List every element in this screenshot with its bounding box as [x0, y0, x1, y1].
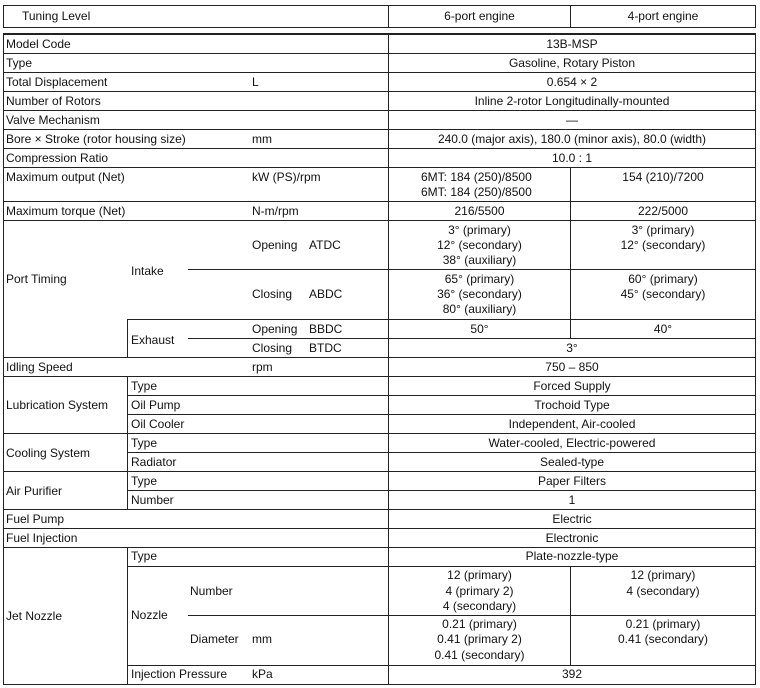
exhaust-btdc-label: BTDC — [309, 341, 342, 355]
max-output-unit: kW (PS)/rpm — [252, 170, 321, 184]
rule — [3, 376, 756, 377]
nozzle-diameter-label: Diameter — [190, 632, 239, 646]
valve-label: Valve Mechanism — [6, 113, 100, 127]
fuel-pump-value: Electric — [552, 512, 592, 526]
max-output-six-1: 6MT: 184 (250)/8500 — [421, 170, 532, 184]
rule — [3, 72, 756, 73]
rule — [3, 27, 756, 28]
air-number-value: 1 — [568, 493, 576, 507]
nozzle-diameter-four-2: 0.41 (secondary) — [617, 632, 709, 646]
rule — [3, 471, 756, 472]
intake-opening-label: Opening — [252, 238, 298, 252]
rule — [3, 220, 756, 221]
type-value: Gasoline, Rotary Piston — [508, 56, 636, 70]
rule — [127, 414, 756, 415]
displacement-unit: L — [252, 75, 259, 89]
nozzle-number-six-1: 12 (primary) — [447, 568, 512, 582]
fuel-injection-value: Electronic — [545, 531, 599, 545]
rule — [3, 110, 756, 111]
rule — [3, 357, 756, 358]
rule — [3, 33, 4, 685]
jet-type-value: Plate-nozzle-type — [525, 549, 619, 563]
cooling-type-label: Type — [131, 436, 158, 450]
compression-value: 10.0 : 1 — [551, 151, 593, 165]
fuel-pump-label: Fuel Pump — [6, 512, 65, 526]
max-torque-unit: N-m/rpm — [252, 204, 299, 218]
oil-pump-label: Oil Pump — [131, 398, 181, 412]
nozzle-diameter-six-2: 0.41 (primary 2) — [437, 632, 522, 646]
rule — [3, 5, 756, 6]
rule — [127, 665, 756, 666]
idling-unit: rpm — [252, 360, 273, 374]
intake-close-six-3: 80° (auxiliary) — [442, 302, 517, 316]
port-timing-label: Port Timing — [6, 272, 67, 286]
jet-type-label: Type — [131, 549, 158, 563]
max-torque-label: Maximum torque (Net) — [6, 204, 126, 218]
oil-cooler-value: Independent, Air-cooled — [508, 417, 636, 431]
exhaust-closing-label: Closing — [252, 341, 293, 355]
air-number-label: Number — [131, 493, 174, 507]
air-purifier-label: Air Purifier — [6, 484, 63, 498]
cooling-label: Cooling System — [6, 446, 91, 460]
lubrication-type-value: Forced Supply — [533, 379, 611, 393]
lubrication-type-label: Type — [131, 379, 158, 393]
nozzle-number-four-1: 12 (primary) — [630, 568, 696, 582]
rule — [3, 129, 756, 130]
intake-closing-label: Closing — [252, 287, 293, 301]
nozzle-label: Nozzle — [131, 608, 168, 622]
intake-open-four-2: 12° (secondary) — [620, 238, 706, 252]
rule — [3, 167, 756, 168]
bore-label: Bore × Stroke (rotor housing size) — [6, 132, 186, 146]
rule — [3, 547, 756, 548]
header-six-port: 6-port engine — [444, 9, 515, 23]
intake-close-six-1: 65° (primary) — [444, 272, 515, 286]
max-output-four: 154 (210)/7200 — [622, 170, 704, 184]
rule — [3, 201, 756, 202]
jet-nozzle-label: Jet Nozzle — [6, 609, 63, 623]
intake-abdc-label: ABDC — [309, 287, 343, 301]
radiator-value: Sealed-type — [539, 455, 605, 469]
rule — [3, 148, 756, 149]
oil-pump-value: Trochoid Type — [534, 398, 610, 412]
oil-cooler-label: Oil Cooler — [131, 417, 185, 431]
displacement-label: Total Displacement — [6, 75, 108, 89]
rule — [755, 5, 756, 28]
injection-pressure-label: Injection Pressure — [131, 667, 228, 681]
intake-atdc-label: ATDC — [309, 238, 341, 252]
fuel-injection-label: Fuel Injection — [6, 531, 78, 545]
max-output-label: Maximum output (Net) — [6, 170, 125, 184]
exhaust-opening-label: Opening — [252, 322, 298, 336]
nozzle-diameter-unit: mm — [252, 632, 272, 646]
displacement-value: 0.654 × 2 — [546, 75, 598, 89]
rule — [127, 319, 756, 320]
intake-open-four-1: 3° (primary) — [631, 223, 695, 237]
max-torque-four: 222/5000 — [637, 204, 689, 218]
rule — [127, 395, 756, 396]
rule — [3, 5, 4, 28]
compression-label: Compression Ratio — [6, 151, 109, 165]
air-type-value: Paper Filters — [537, 474, 607, 488]
rule — [3, 528, 756, 529]
rotors-label: Number of Rotors — [6, 94, 101, 108]
air-type-label: Type — [131, 474, 158, 488]
max-torque-six: 216/5500 — [454, 204, 505, 218]
rule — [188, 269, 389, 270]
rule — [127, 319, 128, 358]
intake-open-six-2: 12° (secondary) — [437, 238, 522, 252]
exhaust-label: Exhaust — [131, 333, 175, 347]
rule — [3, 53, 756, 54]
exhaust-open-six: 50° — [470, 322, 489, 336]
rule — [127, 452, 756, 453]
header-four-port: 4-port engine — [627, 9, 699, 23]
nozzle-diameter-six-1: 0.21 (primary) — [442, 617, 517, 631]
exhaust-close-value: 3° — [566, 341, 578, 355]
header-tuning-level: Tuning Level — [22, 9, 91, 23]
rule — [188, 615, 756, 616]
exhaust-bbdc-label: BBDC — [309, 322, 343, 336]
nozzle-number-six-2: 4 (primary 2) — [445, 584, 514, 598]
intake-close-six-2: 36° (secondary) — [437, 287, 522, 301]
rotors-value: Inline 2-rotor Longitudinally-mounted — [474, 94, 670, 108]
model-code-value: 13B-MSP — [546, 37, 598, 51]
rule — [188, 338, 756, 339]
nozzle-number-six-3: 4 (secondary) — [442, 599, 517, 613]
exhaust-open-four: 40° — [653, 322, 673, 336]
bore-unit: mm — [252, 132, 272, 146]
idling-value: 750 – 850 — [545, 360, 599, 374]
nozzle-number-label: Number — [190, 584, 233, 598]
nozzle-diameter-six-3: 0.41 (secondary) — [434, 648, 525, 662]
injection-pressure-unit: kPa — [252, 667, 273, 681]
max-output-six-2: 6MT: 184 (250)/8500 — [421, 185, 532, 199]
lubrication-label: Lubrication System — [6, 398, 109, 412]
rule — [127, 566, 756, 567]
rule — [3, 433, 756, 434]
nozzle-diameter-four-1: 0.21 (primary) — [625, 617, 701, 631]
model-code-label: Model Code — [6, 37, 71, 51]
intake-open-six-3: 38° (auxiliary) — [442, 253, 517, 267]
idling-label: Idling Speed — [6, 360, 73, 374]
rule — [3, 33, 756, 35]
rule — [755, 33, 756, 685]
intake-close-four-2: 45° (secondary) — [620, 287, 706, 301]
bore-value: 240.0 (major axis), 180.0 (minor axis), 80.0 (width) — [437, 132, 707, 146]
rule — [3, 91, 756, 92]
intake-close-four-1: 60° (primary) — [628, 272, 698, 286]
rule — [388, 269, 756, 270]
radiator-label: Radiator — [131, 455, 177, 469]
valve-value: — — [566, 113, 578, 127]
nozzle-number-four-2: 4 (secondary) — [626, 584, 700, 598]
rule — [3, 509, 756, 510]
rule — [3, 684, 756, 685]
intake-label: Intake — [131, 264, 164, 278]
type-label: Type — [6, 56, 33, 70]
intake-open-six-1: 3° (primary) — [448, 223, 511, 237]
rule — [127, 490, 756, 491]
injection-pressure-value: 392 — [561, 667, 583, 681]
cooling-type-value: Water-cooled, Electric-powered — [488, 436, 656, 450]
